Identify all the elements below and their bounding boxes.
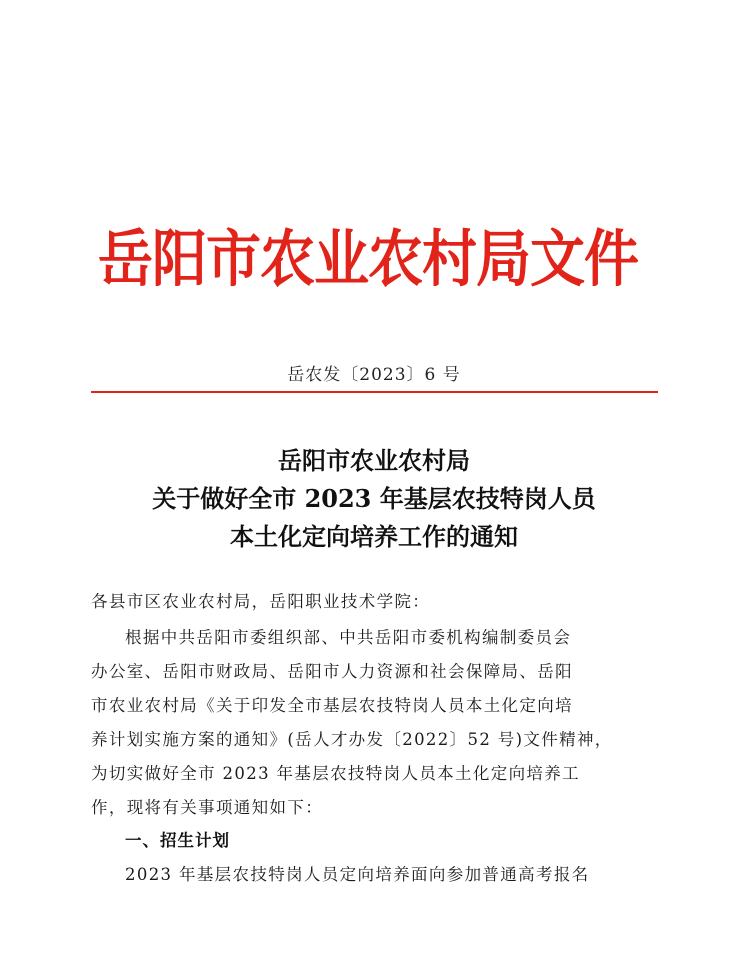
notice-title-line-3: 本土化定向培养工作的通知 xyxy=(230,522,518,551)
document-header-title: 岳阳市农业农村局文件 xyxy=(98,222,639,295)
section-heading-enrollment-plan: 一、招生计划 xyxy=(125,831,230,850)
paragraph-line: 2023 年基层农技特岗人员定向培养面向参加普通高考报名 xyxy=(125,865,590,884)
red-divider-line xyxy=(91,391,658,393)
notice-title-line-1: 岳阳市农业农村局 xyxy=(278,446,470,475)
paragraph-line: 市农业农村局《关于印发全市基层农技特岗人员本土化定向培 xyxy=(91,696,573,715)
paragraph-line: 根据中共岳阳市委组织部、中共岳阳市委机构编制委员会 xyxy=(125,628,572,647)
notice-title-line-2: 关于做好全市 2023 年基层农技特岗人员 xyxy=(152,484,596,513)
salutation: 各县市区农业农村局，岳阳职业技术学院： xyxy=(91,592,431,611)
paragraph-line: 养计划实施方案的通知》(岳人才办发〔2022〕52 号)文件精神， xyxy=(91,730,613,749)
paragraph-line: 作，现将有关事项通知如下： xyxy=(91,798,324,817)
paragraph-line: 办公室、岳阳市财政局、岳阳市人力资源和社会保障局、岳阳 xyxy=(91,662,573,681)
paragraph-line: 为切实做好全市 2023 年基层农技特岗人员本土化定向培养工 xyxy=(91,764,580,783)
document-number: 岳农发〔2023〕6 号 xyxy=(287,365,461,385)
